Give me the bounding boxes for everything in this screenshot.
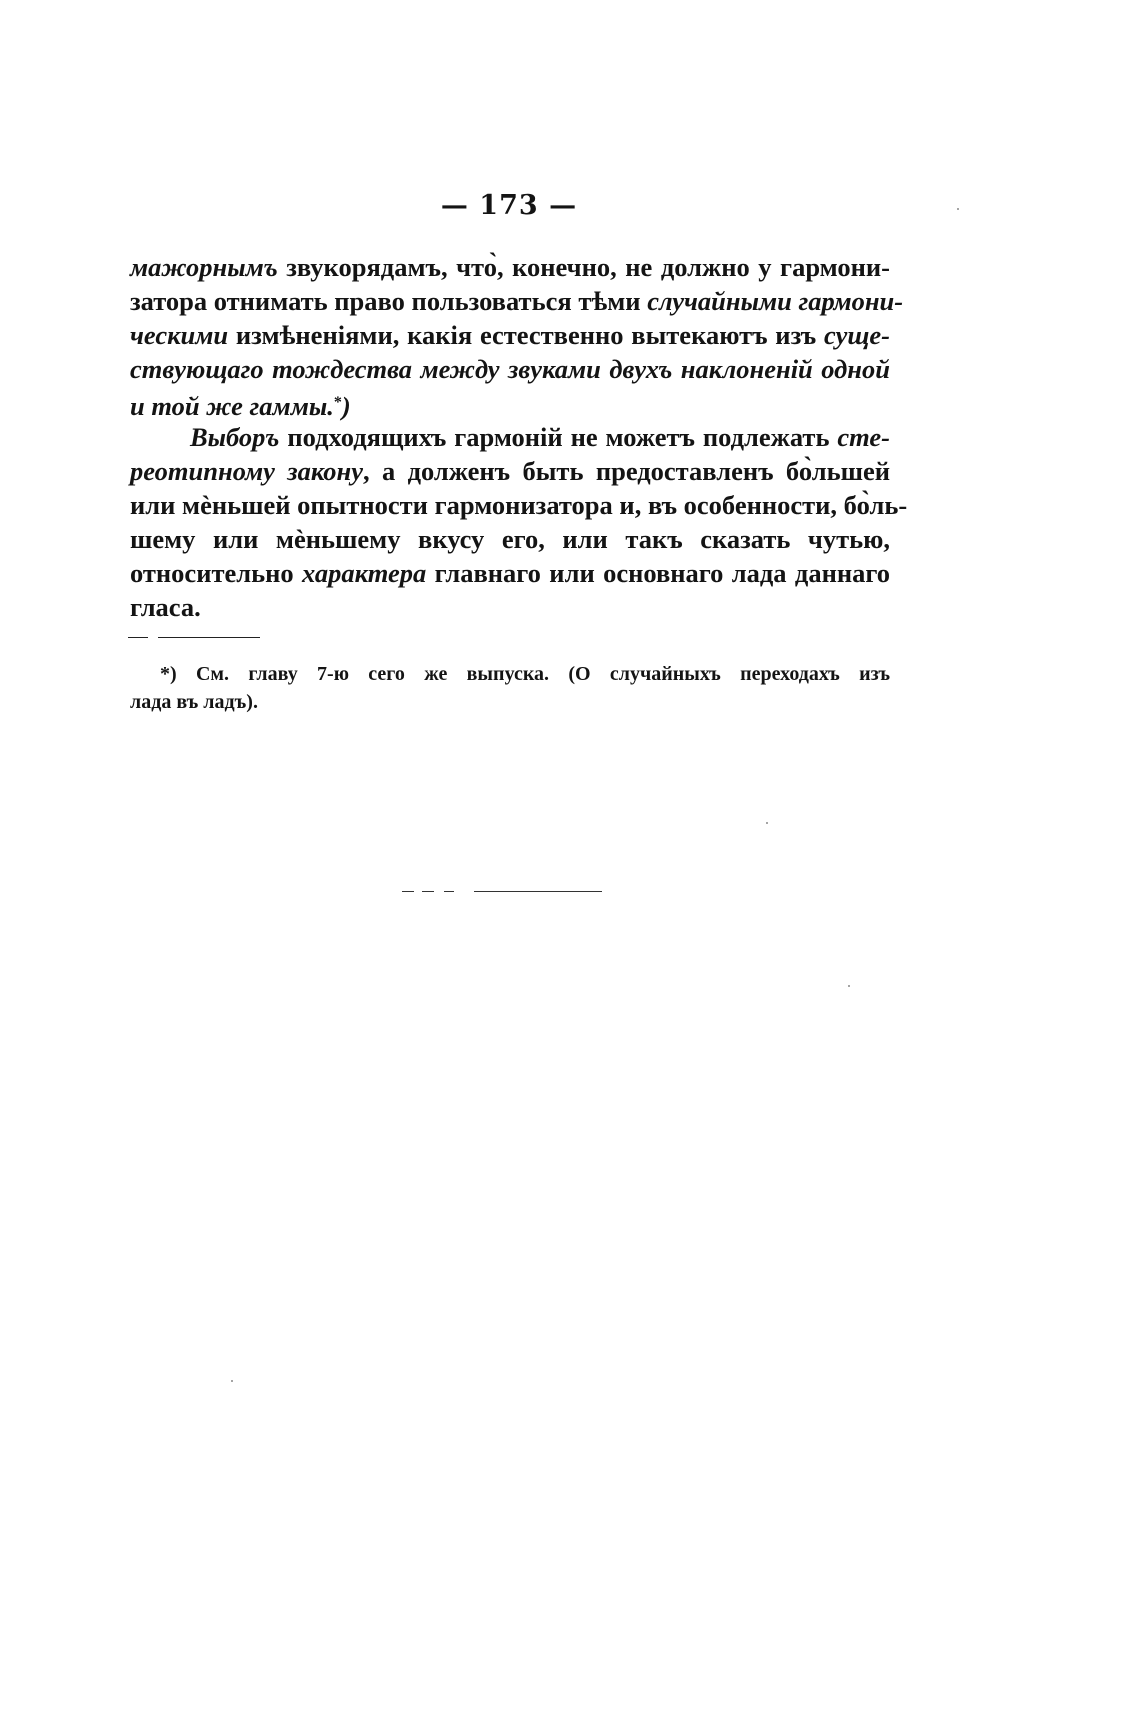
text-run: , а долженъ быть предоставленъ бо̀льшей	[362, 456, 891, 486]
text-run: гласа.	[130, 592, 201, 622]
italic-term: ческими	[130, 320, 229, 350]
scan-speck	[231, 1380, 233, 1382]
text-line	[130, 522, 890, 556]
body-text	[130, 250, 908, 624]
text-line	[130, 250, 890, 284]
scan-speck	[957, 208, 959, 210]
text-line	[130, 590, 890, 624]
text-line	[130, 318, 890, 352]
text-run: измѣненіями, какія естественно вытекаютъ изъ	[228, 320, 824, 350]
text-line	[130, 454, 890, 488]
text-run: шему или мѐньшему вкусу его, или такъ сказать чутью,	[130, 524, 890, 554]
italic-term: суще-	[823, 320, 890, 350]
italic-term: сте-	[837, 422, 890, 452]
footnote-line: лада въ ладъ).	[130, 691, 258, 713]
text-run: относительно	[130, 558, 303, 588]
italic-term: случайными гармони-	[647, 286, 904, 316]
footnote-line: *) См. главу 7-ю сего же выпуска. (О случайныхъ переходахъ изъ	[160, 663, 890, 685]
text-line	[130, 386, 890, 420]
text-line	[130, 284, 904, 318]
text-run: или мѐньшей опытности гармонизатора и, въ особенности, бо̀ль-	[130, 490, 908, 520]
italic-term: ствующаго тождества между звуками двухъ наклоненій одной	[130, 354, 890, 384]
italic-term: Выборъ	[190, 422, 280, 452]
footnote	[130, 660, 890, 716]
text-line	[130, 488, 908, 522]
text-run: подходящихъ гармоній не можетъ подлежать	[279, 422, 838, 452]
page-number: — 173 —	[440, 190, 578, 221]
scan-speck	[848, 985, 850, 987]
text-run: затора отнимать право пользоваться тѣми	[130, 286, 648, 316]
italic-term: характера	[302, 558, 427, 588]
text-line	[130, 352, 890, 386]
text-run: главнаго или основнаго лада даннаго	[426, 558, 890, 588]
italic-term: и той же гаммы.	[130, 391, 334, 421]
text-run: звукорядамъ, что̀, конечно, не должно у гармони-	[277, 252, 890, 282]
text-line	[130, 420, 890, 454]
footnote-separator	[128, 637, 260, 638]
end-rule	[402, 891, 602, 892]
text-line	[130, 556, 890, 590]
italic-term: мажорнымъ	[130, 252, 278, 282]
scan-speck	[766, 822, 768, 824]
footnote-marker: *	[333, 394, 342, 411]
italic-term: реотипному закону	[130, 456, 363, 486]
text-run: )	[341, 391, 351, 421]
